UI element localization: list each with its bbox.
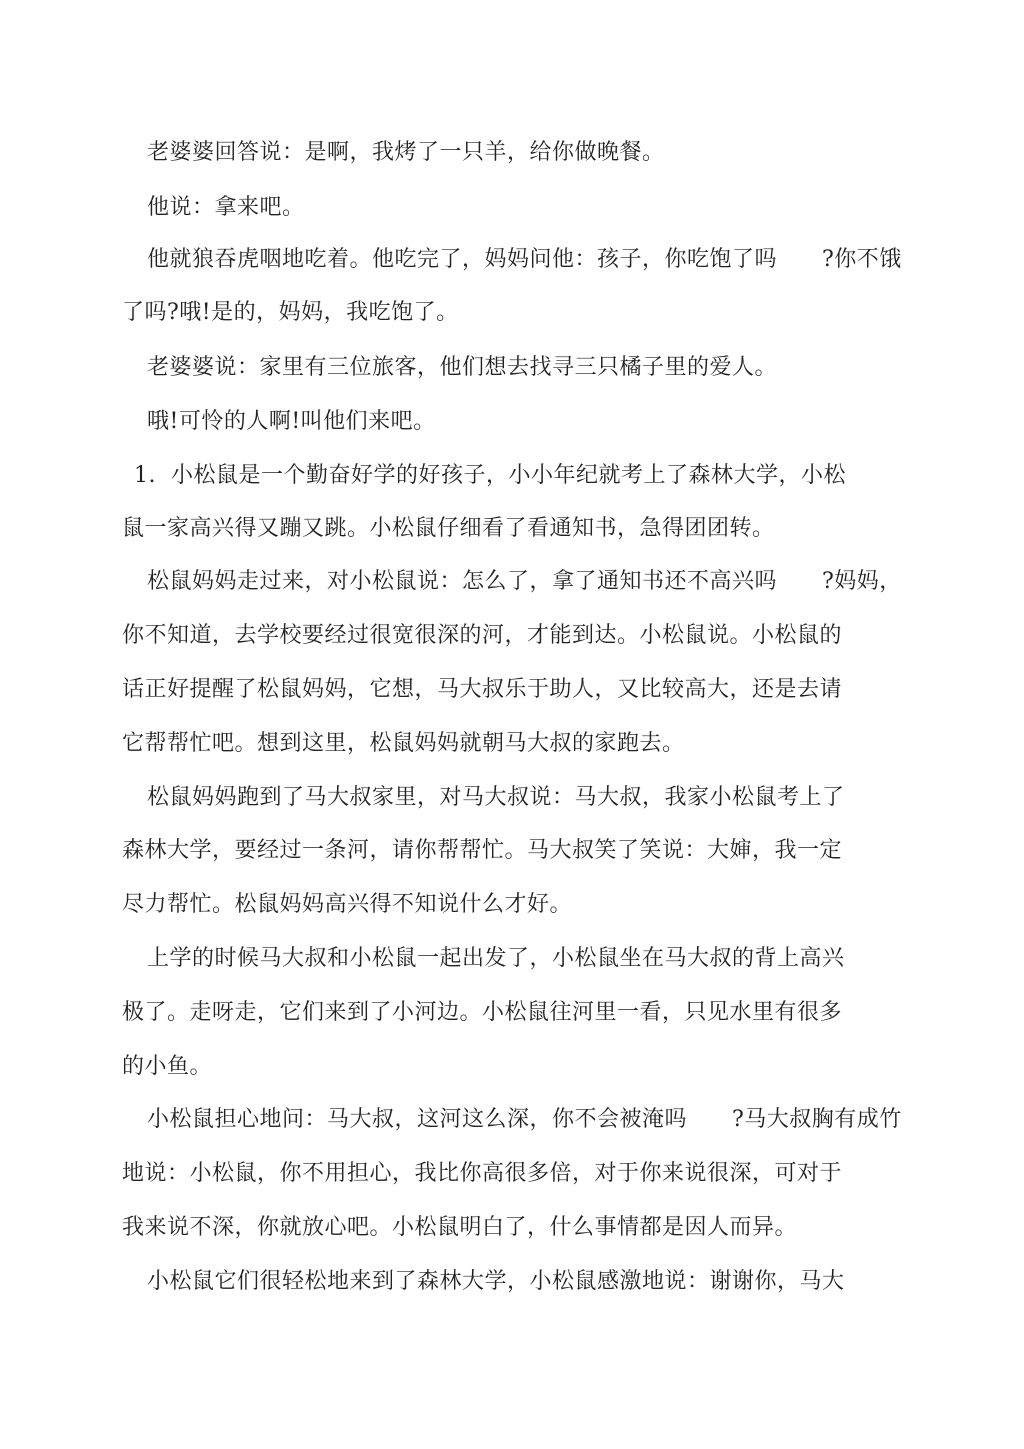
text-line: 松鼠妈妈跑到了马大叔家里，对马大叔说：马大叔，我家小松鼠考上了 [147, 785, 845, 810]
text-line: 他就狼吞虎咽地吃着。他吃完了，妈妈问他：孩子，你吃饱了吗 ?你不饿 [147, 247, 902, 272]
text-line: 他说：拿来吧。 [147, 195, 305, 220]
text-line: 老婆婆回答说：是啊，我烤了一只羊，给你做晚餐。 [147, 140, 665, 165]
text-line: 你不知道，去学校要经过很宽很深的河，才能到达。小松鼠说。小松鼠的 [122, 623, 843, 648]
text-line: 哦!可怜的人啊!叫他们来吧。 [147, 409, 436, 434]
text-line: 小松鼠它们很轻松地来到了森林大学，小松鼠感激地说：谢谢你，马大 [147, 1269, 845, 1294]
text-line: 它帮帮忙吧。想到这里，松鼠妈妈就朝马大叔的家跑去。 [122, 731, 685, 756]
text-line: 话正好提醒了松鼠妈妈，它想，马大叔乐于助人，又比较高大，还是去请 [122, 677, 843, 702]
text-line: 鼠一家高兴得又蹦又跳。小松鼠仔细看了看通知书，急得团团转。 [122, 516, 775, 541]
text-line: 小松鼠担心地问：马大叔，这河这么深，你不会被淹吗 ?马大叔胸有成竹 [147, 1107, 902, 1132]
text-line: 松鼠妈妈走过来，对小松鼠说：怎么了，拿了通知书还不高兴吗 ?妈妈， [147, 569, 902, 594]
text-line: 了吗?哦!是的，妈妈，我吃饱了。 [122, 300, 459, 325]
text-line: 上学的时候马大叔和小松鼠一起出发了，小松鼠坐在马大叔的背上高兴 [147, 946, 845, 971]
text-line: 极了。走呀走，它们来到了小河边。小松鼠往河里一看，只见水里有很多 [122, 1000, 843, 1025]
text-line: 森林大学，要经过一条河，请你帮帮忙。马大叔笑了笑说：大婶，我一定 [122, 838, 843, 863]
text-line: 1. 小松鼠是一个勤奋好学的好孩子，小小年纪就考上了森林大学，小松 [134, 463, 846, 488]
text-line: 我来说不深，你就放心吧。小松鼠明白了，什么事情都是因人而异。 [122, 1215, 798, 1240]
text-line: 尽力帮忙。松鼠妈妈高兴得不知说什么才好。 [122, 892, 573, 917]
text-line: 的小鱼。 [122, 1054, 213, 1079]
text-line: 老婆婆说：家里有三位旅客，他们想去找寻三只橘子里的爱人。 [147, 355, 778, 380]
text-line: 地说：小松鼠，你不用担心，我比你高很多倍，对于你来说很深，可对于 [122, 1161, 843, 1186]
